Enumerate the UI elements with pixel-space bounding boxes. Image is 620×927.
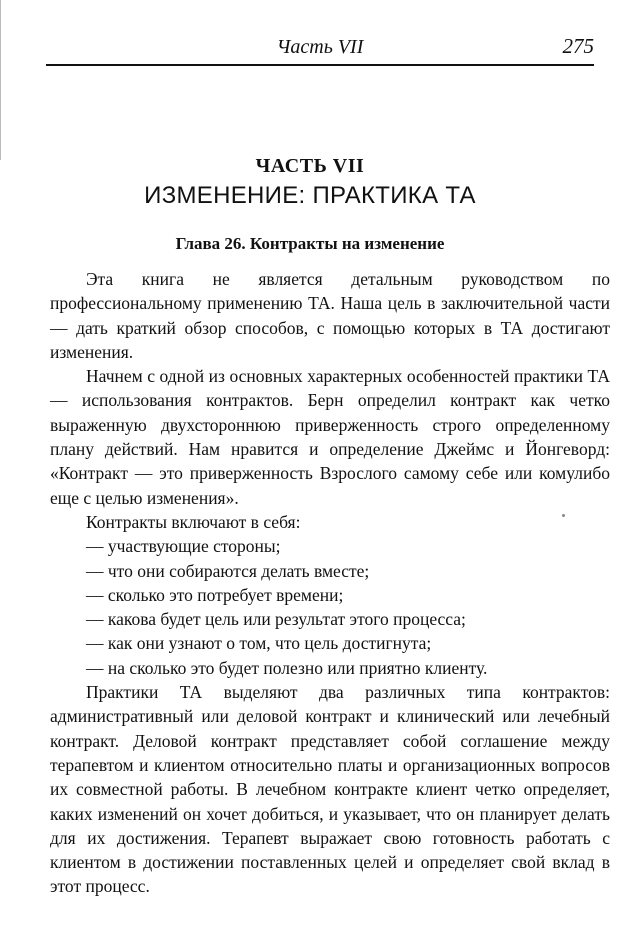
list-item: — как они узнают о том, что цель достигнута; bbox=[86, 633, 432, 654]
running-title: Часть VII bbox=[276, 36, 364, 58]
scan-edge-line bbox=[0, 0, 5, 160]
part-number: ЧАСТЬ VII bbox=[255, 155, 365, 177]
list-item: — на сколько это будет полезно или приятно клиенту. bbox=[86, 657, 488, 678]
part-heading bbox=[0, 155, 620, 210]
paragraph-intro: Эта книга не является детальным руководством по профессиональному применению ТА. Наша цель в заключительной части — дать краткий обзор способов, с помощью которых в ТА достигают изменения. bbox=[50, 269, 610, 362]
page-number: 275 bbox=[562, 34, 594, 58]
list-item: — участвующие стороны; bbox=[86, 536, 281, 557]
list-item: — что они собираются делать вместе; bbox=[86, 560, 370, 581]
chapter-title: Глава 26. Контракты на изменение bbox=[175, 234, 445, 253]
paragraph-contracts: Начнем с одной из основных характерных особенностей практики ТА — использования контрактов. Берн определил контракт как четко выраженную двухстороннюю приверженность строго определенному плану действий. Нам нравится и определение Джеймс и Йонгеворд: «Контракт — это приверженность Взрослого самому себе или комулибо еще с целью изменения». bbox=[50, 366, 610, 508]
part-title: ИЗМЕНЕНИЕ: ПРАКТИКА ТА bbox=[144, 182, 476, 209]
paragraph-list-lead: Контракты включают в себя: bbox=[86, 511, 301, 532]
list-item: — какова будет цель или результат этого процесса; bbox=[86, 609, 466, 630]
paragraph-contract-types: Практики ТА выделяют два различных типа контрактов: административный или деловой контракт и клинический или лечебный контракт. Деловой контракт представляет собой соглашение между терапевтом и клиентом относительно платы и организационных вопросов их совместной работы. В лечебном контракте клиент четко определяет, каких изменений он хочет добиться, и указывает, что он планирует делать для их достижения. Терапевт выражает свою готовность работать с клиентом в достижении поставленных целей и определяет свой вклад в этот процесс. bbox=[50, 682, 610, 897]
running-header bbox=[46, 30, 594, 66]
scan-speck bbox=[562, 514, 565, 517]
list-item: — сколько это потребует времени; bbox=[86, 584, 344, 605]
body-text bbox=[50, 267, 610, 899]
